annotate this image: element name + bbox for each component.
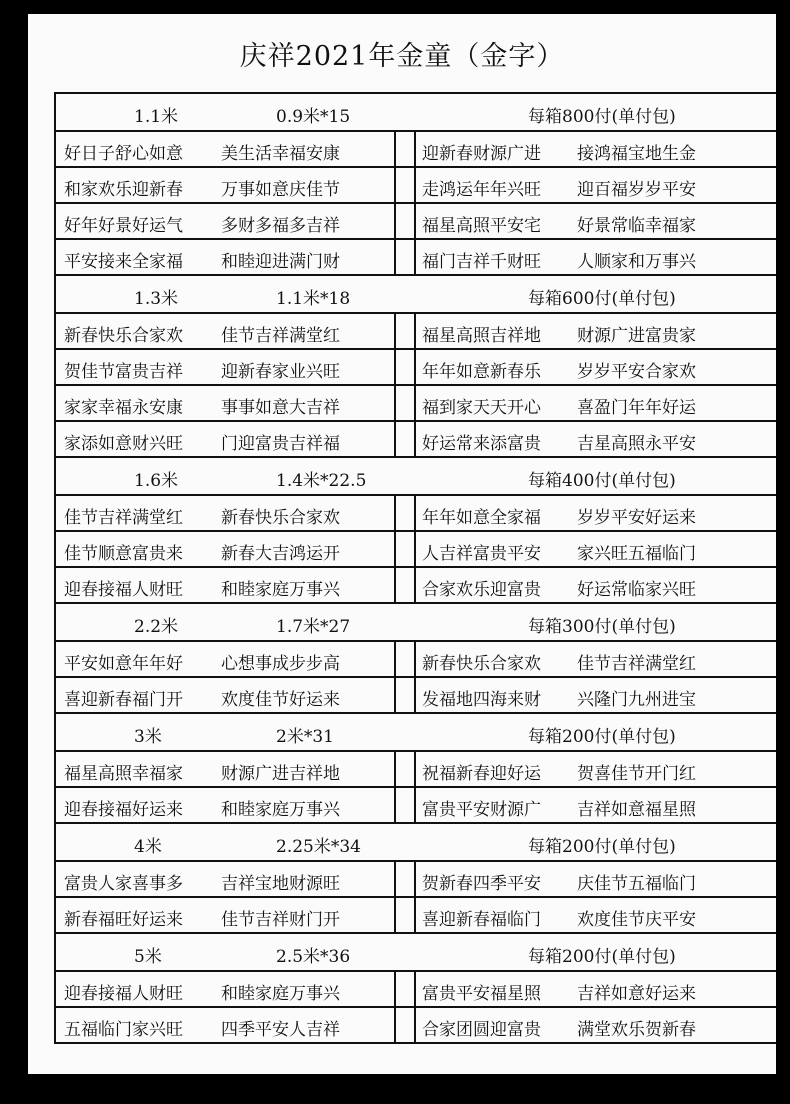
couplet-text: 佳节吉祥满堂红 xyxy=(64,508,183,528)
right-couplet-cell xyxy=(416,1008,776,1042)
section-packing: 每箱400付(单付包) xyxy=(528,471,676,491)
table-row xyxy=(56,168,776,204)
couplet-text: 和睦家庭万事兴 xyxy=(221,800,340,820)
couplet-text: 富贵人家喜事多 xyxy=(64,874,183,894)
left-couplet-cell xyxy=(56,532,396,566)
table-row xyxy=(56,642,776,678)
spacer-cell xyxy=(396,568,416,602)
table-row xyxy=(56,204,776,240)
left-couplet-cell xyxy=(56,642,396,676)
spacer-cell xyxy=(396,350,416,384)
couplet-text: 迎百福岁岁平安 xyxy=(577,180,696,200)
section-header xyxy=(56,94,776,132)
right-couplet-cell xyxy=(416,972,776,1006)
left-couplet-cell xyxy=(56,752,396,786)
couplet-text: 福星高照平安宅 xyxy=(422,216,541,236)
couplet-text: 吉祥如意好运来 xyxy=(577,984,696,1004)
section-size: 2.2米 xyxy=(134,617,179,637)
right-couplet-cell xyxy=(416,862,776,896)
right-couplet-cell xyxy=(416,240,776,274)
spacer-cell xyxy=(396,898,416,932)
couplet-text: 福星高照吉祥地 xyxy=(422,326,541,346)
couplet-text: 四季平安人吉祥 xyxy=(221,1020,340,1040)
table-row xyxy=(56,350,776,386)
couplet-text: 喜盈门年年好运 xyxy=(577,398,696,418)
couplet-text: 多财多福多吉祥 xyxy=(221,216,340,236)
section-packing: 每箱200付(单付包) xyxy=(528,727,676,747)
table-row xyxy=(56,496,776,532)
spacer-cell xyxy=(396,972,416,1006)
couplet-text: 吉星高照永平安 xyxy=(577,434,696,454)
couplet-text: 迎春接福好运来 xyxy=(64,800,183,820)
spacer-cell xyxy=(396,496,416,530)
spacer-cell xyxy=(396,532,416,566)
right-couplet-cell xyxy=(416,132,776,166)
table-row xyxy=(56,422,776,458)
section-size: 1.3米 xyxy=(134,289,179,309)
spacer-cell xyxy=(396,1008,416,1042)
spacer-cell xyxy=(396,240,416,274)
section-spec: 0.9米*15 xyxy=(276,107,351,127)
section-spec: 1.4米*22.5 xyxy=(276,471,367,491)
couplet-text: 喜迎新春福门开 xyxy=(64,690,183,710)
couplet-text: 事事如意大吉祥 xyxy=(221,398,340,418)
couplet-text: 欢度佳节庆平安 xyxy=(577,910,696,930)
section-packing: 每箱800付(单付包) xyxy=(528,107,676,127)
couplet-text: 好年好景好运气 xyxy=(64,216,183,236)
right-couplet-cell xyxy=(416,568,776,602)
section-packing: 每箱200付(单付包) xyxy=(528,947,676,967)
couplet-text: 新春快乐合家欢 xyxy=(64,326,183,346)
couplet-text: 万事如意庆佳节 xyxy=(221,180,340,200)
couplet-text: 贺喜佳节开门红 xyxy=(577,764,696,784)
couplet-text: 迎新春财源广进 xyxy=(422,144,541,164)
couplet-text: 美生活幸福安康 xyxy=(221,144,340,164)
couplet-text: 平安接来全家福 xyxy=(64,252,183,272)
couplet-text: 年年如意新春乐 xyxy=(422,362,541,382)
couplet-text: 吉祥如意福星照 xyxy=(577,800,696,820)
right-couplet-cell xyxy=(416,314,776,348)
couplet-text: 庆佳节五福临门 xyxy=(577,874,696,894)
couplet-text: 满堂欢乐贺新春 xyxy=(577,1020,696,1040)
couplet-text: 岁岁平安合家欢 xyxy=(577,362,696,382)
section-size: 3米 xyxy=(134,727,162,747)
section-size: 1.1米 xyxy=(134,107,179,127)
couplet-text: 和家欢乐迎新春 xyxy=(64,180,183,200)
spacer-cell xyxy=(396,678,416,712)
couplet-text: 心想事成步步高 xyxy=(221,654,340,674)
section-spec: 1.7米*27 xyxy=(276,617,351,637)
table-row xyxy=(56,862,776,898)
table-row xyxy=(56,386,776,422)
spacer-cell xyxy=(396,862,416,896)
section-size: 1.6米 xyxy=(134,471,179,491)
section-size: 5米 xyxy=(134,947,162,967)
couplet-text: 好运常来添富贵 xyxy=(422,434,541,454)
spacer-cell xyxy=(396,788,416,822)
couplet-text: 财源广进富贵家 xyxy=(577,326,696,346)
couplet-text: 发福地四海来财 xyxy=(422,690,541,710)
couplet-text: 贺佳节富贵吉祥 xyxy=(64,362,183,382)
couplet-text: 合家团圆迎富贵 xyxy=(422,1020,541,1040)
section-packing: 每箱300付(单付包) xyxy=(528,617,676,637)
couplet-text: 富贵平安财源广 xyxy=(422,800,541,820)
section-packing: 每箱200付(单付包) xyxy=(528,837,676,857)
couplet-text: 五福临门家兴旺 xyxy=(64,1020,183,1040)
section-header xyxy=(56,276,776,314)
couplet-text: 好景常临幸福家 xyxy=(577,216,696,236)
couplet-text: 年年如意全家福 xyxy=(422,508,541,528)
table-row xyxy=(56,788,776,824)
couplet-text: 佳节吉祥满堂红 xyxy=(221,326,340,346)
couplet-text: 佳节吉祥满堂红 xyxy=(577,654,696,674)
right-couplet-cell xyxy=(416,422,776,456)
couplet-text: 和睦家庭万事兴 xyxy=(221,580,340,600)
couplet-text: 迎春接福人财旺 xyxy=(64,984,183,1004)
couplet-text: 人顺家和万事兴 xyxy=(577,252,696,272)
left-couplet-cell xyxy=(56,788,396,822)
section-header xyxy=(56,714,776,752)
left-couplet-cell xyxy=(56,350,396,384)
couplet-text: 新春快乐合家欢 xyxy=(221,508,340,528)
left-couplet-cell xyxy=(56,972,396,1006)
left-couplet-cell xyxy=(56,678,396,712)
couplet-text: 兴隆门九州进宝 xyxy=(577,690,696,710)
couplet-text: 财源广进吉祥地 xyxy=(221,764,340,784)
couplet-text: 走鸿运年年兴旺 xyxy=(422,180,541,200)
table-row xyxy=(56,532,776,568)
left-couplet-cell xyxy=(56,898,396,932)
table-row xyxy=(56,678,776,714)
right-couplet-cell xyxy=(416,678,776,712)
section-size: 4米 xyxy=(134,837,162,857)
right-couplet-cell xyxy=(416,386,776,420)
table-row xyxy=(56,240,776,276)
couplet-text: 福门吉祥千财旺 xyxy=(422,252,541,272)
couplet-text: 家添如意财兴旺 xyxy=(64,434,183,454)
left-couplet-cell xyxy=(56,240,396,274)
couplet-text: 接鸿福宝地生金 xyxy=(577,144,696,164)
couplet-text: 人吉祥富贵平安 xyxy=(422,544,541,564)
right-couplet-cell xyxy=(416,350,776,384)
couplet-text: 福星高照幸福家 xyxy=(64,764,183,784)
couplet-text: 家兴旺五福临门 xyxy=(577,544,696,564)
couplet-text: 岁岁平安好运来 xyxy=(577,508,696,528)
spacer-cell xyxy=(396,168,416,202)
couplet-text: 和睦迎进满门财 xyxy=(221,252,340,272)
product-table xyxy=(54,92,776,1044)
couplet-text: 和睦家庭万事兴 xyxy=(221,984,340,1004)
couplet-text: 吉祥宝地财源旺 xyxy=(221,874,340,894)
couplet-text: 合家欢乐迎富贵 xyxy=(422,580,541,600)
couplet-text: 新春福旺好运来 xyxy=(64,910,183,930)
price-sheet xyxy=(28,14,776,1074)
section-header xyxy=(56,458,776,496)
section-packing: 每箱600付(单付包) xyxy=(528,289,676,309)
spacer-cell xyxy=(396,386,416,420)
couplet-text: 福到家天天开心 xyxy=(422,398,541,418)
couplet-text: 迎春接福人财旺 xyxy=(64,580,183,600)
couplet-text: 新春大吉鸿运开 xyxy=(221,544,340,564)
couplet-text: 好日子舒心如意 xyxy=(64,144,183,164)
right-couplet-cell xyxy=(416,642,776,676)
couplet-text: 佳节吉祥财门开 xyxy=(221,910,340,930)
section-header xyxy=(56,824,776,862)
section-spec: 2.25米*34 xyxy=(276,837,361,857)
right-couplet-cell xyxy=(416,532,776,566)
left-couplet-cell xyxy=(56,1008,396,1042)
couplet-text: 欢度佳节好运来 xyxy=(221,690,340,710)
left-couplet-cell xyxy=(56,862,396,896)
couplet-text: 喜迎新春福临门 xyxy=(422,910,541,930)
couplet-text: 家家幸福永安康 xyxy=(64,398,183,418)
couplet-text: 佳节顺意富贵来 xyxy=(64,544,183,564)
couplet-text: 好运常临家兴旺 xyxy=(577,580,696,600)
left-couplet-cell xyxy=(56,422,396,456)
right-couplet-cell xyxy=(416,788,776,822)
left-couplet-cell xyxy=(56,496,396,530)
section-header xyxy=(56,604,776,642)
right-couplet-cell xyxy=(416,496,776,530)
spacer-cell xyxy=(396,132,416,166)
left-couplet-cell xyxy=(56,168,396,202)
left-couplet-cell xyxy=(56,568,396,602)
section-spec: 2米*31 xyxy=(276,727,334,747)
section-header xyxy=(56,934,776,972)
right-couplet-cell xyxy=(416,168,776,202)
section-spec: 1.1米*18 xyxy=(276,289,351,309)
table-row xyxy=(56,898,776,934)
spacer-cell xyxy=(396,642,416,676)
left-couplet-cell xyxy=(56,314,396,348)
spacer-cell xyxy=(396,314,416,348)
left-couplet-cell xyxy=(56,204,396,238)
table-row xyxy=(56,568,776,604)
right-couplet-cell xyxy=(416,898,776,932)
section-spec: 2.5米*36 xyxy=(276,947,351,967)
table-row xyxy=(56,972,776,1008)
couplet-text: 新春快乐合家欢 xyxy=(422,654,541,674)
table-row xyxy=(56,132,776,168)
couplet-text: 迎新春家业兴旺 xyxy=(221,362,340,382)
spacer-cell xyxy=(396,204,416,238)
couplet-text: 平安如意年年好 xyxy=(64,654,183,674)
table-row xyxy=(56,314,776,350)
right-couplet-cell xyxy=(416,752,776,786)
left-couplet-cell xyxy=(56,132,396,166)
couplet-text: 富贵平安福星照 xyxy=(422,984,541,1004)
spacer-cell xyxy=(396,422,416,456)
table-row xyxy=(56,1008,776,1044)
page-title: 庆祥2021年金童（金字） xyxy=(239,40,565,72)
couplet-text: 门迎富贵吉祥福 xyxy=(221,434,340,454)
left-couplet-cell xyxy=(56,386,396,420)
couplet-text: 贺新春四季平安 xyxy=(422,874,541,894)
table-row xyxy=(56,752,776,788)
couplet-text: 祝福新春迎好运 xyxy=(422,764,541,784)
spacer-cell xyxy=(396,752,416,786)
right-couplet-cell xyxy=(416,204,776,238)
